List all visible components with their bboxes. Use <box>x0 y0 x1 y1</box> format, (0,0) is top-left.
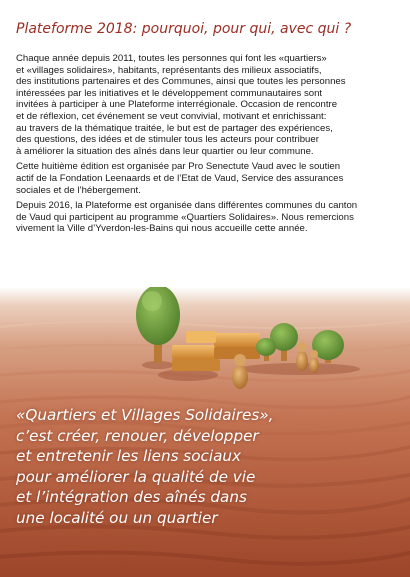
text-line: Depuis 2016, la Plateforme est organisée dans différentes communes du canton <box>16 200 358 212</box>
paragraph-host-city <box>16 200 396 235</box>
quote-line: pour améliorer la qualité de vie <box>16 467 256 486</box>
quote-line: et entretenir les liens sociaux <box>16 447 242 466</box>
text-line: et «villages solidaires», habitants, représentants des milieux associatifs, <box>16 64 322 76</box>
text-line: de Vaud qui participent au programme «Quartiers Solidaires». Nous remercions <box>16 211 354 223</box>
text-line: Cette huitième édition est organisée par Pro Senectute Vaud avec le soutien <box>16 161 341 173</box>
intro-text <box>16 53 396 239</box>
text-line: sociales et de l’hébergement. <box>16 184 141 196</box>
person-figure-icon <box>296 342 308 371</box>
paragraph-organisers <box>16 161 396 196</box>
quote-line: c’est créer, renouer, développer <box>16 426 259 445</box>
text-line: au travers de la thématique traitée, le but est de partager des expériences, <box>16 122 333 134</box>
page-title: Plateforme 2018: pourquoi, pour qui, avec qui ? <box>16 21 352 37</box>
quote-line: une localité ou un quartier <box>16 508 218 527</box>
text-line: invitées à participer à une Plateforme interrégionale. Occasion de rencontre <box>16 99 338 111</box>
text-line: des questions, des idées et de stimuler tous les acteurs pour contribuer <box>16 134 319 146</box>
text-line: intéressées par les initiatives et le développement communautaires sont <box>16 87 323 99</box>
person-figure-icon <box>232 354 248 389</box>
quote-line: «Quartiers et Villages Solidaires», <box>16 406 274 424</box>
person-figure-icon <box>309 350 319 373</box>
quote-block <box>16 405 396 529</box>
paragraph-annual-platform <box>16 53 396 157</box>
quote-line: et l’intégration des aînés dans <box>16 488 247 507</box>
text-line: vivement la Ville d’Yverdon-les-Bains qui nous accueille cette année. <box>16 223 308 235</box>
text-line: et de réflexion, cet événement se veut convivial, motivant et enrichissant: <box>16 110 327 122</box>
text-line: à améliorer la situation des aînés dans leur quartier ou leur commune. <box>16 145 314 157</box>
text-line: Chaque année depuis 2011, toutes les personnes qui font les «quartiers» <box>16 53 327 64</box>
text-line: actif de la Fondation Leenaards et de l’Etat de Vaud, Service des assurances <box>16 172 344 184</box>
text-line: des institutions partenaires et des Communes, ainsi que toutes les personnes <box>16 76 346 88</box>
